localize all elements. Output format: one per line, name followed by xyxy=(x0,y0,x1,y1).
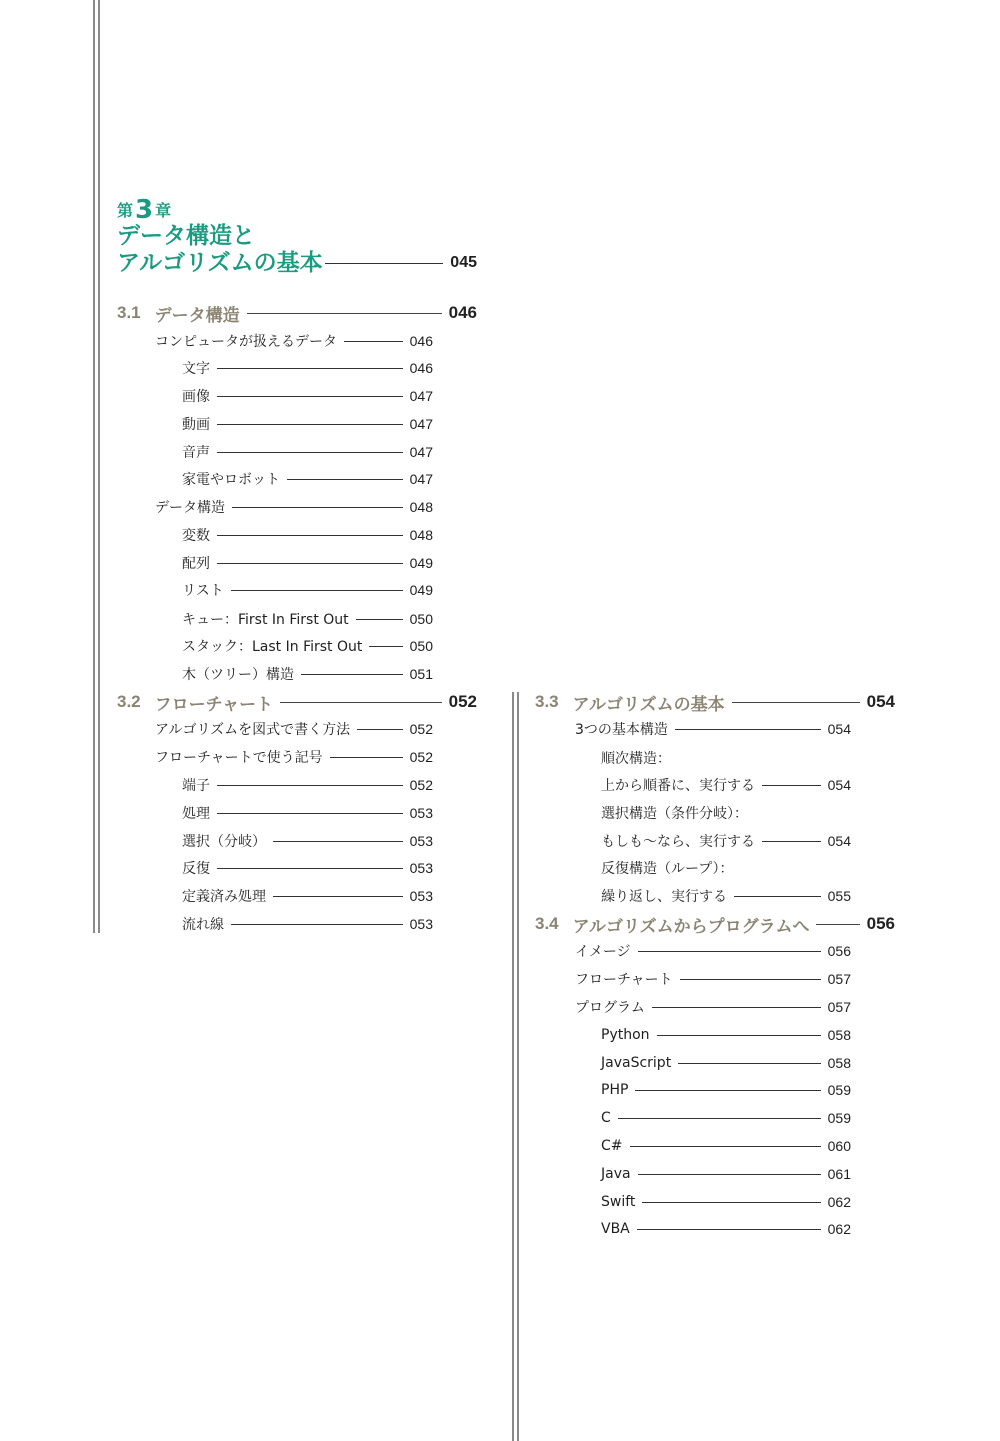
entry-page: 053 xyxy=(409,860,433,876)
entry-page: 053 xyxy=(409,833,433,849)
entry-label: 配列 xyxy=(182,556,210,572)
chapter-page: 045 xyxy=(450,254,477,271)
leader-dots xyxy=(369,646,402,647)
chapter-number: 3 xyxy=(135,195,154,225)
section-title: アルゴリズムの基本 xyxy=(572,694,725,715)
entry-page: 047 xyxy=(409,388,433,404)
entry-page: 046 xyxy=(409,333,433,349)
entry-label: VBA xyxy=(601,1221,630,1237)
entry-label: 音声 xyxy=(182,445,210,461)
chapter-title-row[interactable] xyxy=(117,249,477,277)
toc-entry[interactable] xyxy=(182,799,433,827)
leader-dots xyxy=(816,924,859,925)
toc-entry[interactable] xyxy=(182,410,433,438)
leader-dots xyxy=(344,341,403,342)
leader-dots xyxy=(762,841,821,842)
toc-entry[interactable] xyxy=(182,605,433,633)
entry-page: 052 xyxy=(409,721,433,737)
leader-dots xyxy=(638,1174,821,1175)
entry-page: 056 xyxy=(827,943,851,959)
leader-dots xyxy=(217,396,403,397)
entry-page: 048 xyxy=(409,527,433,543)
entry-label: 画像 xyxy=(182,389,210,405)
leader-dots xyxy=(734,896,821,897)
entry-page: 057 xyxy=(827,971,851,987)
toc-entry[interactable] xyxy=(182,771,433,799)
entry-page: 062 xyxy=(827,1194,851,1210)
entry-label: C xyxy=(601,1110,611,1126)
entry-label: 順次構造： xyxy=(601,751,671,767)
entry-page: 059 xyxy=(827,1110,851,1126)
chapter-title-line2: アルゴリズムの基本 xyxy=(117,250,323,276)
toc-subheading xyxy=(601,854,733,882)
toc-entry[interactable] xyxy=(182,882,433,910)
chapter-label xyxy=(117,196,171,225)
entry-label: 選択構造（条件分岐）： xyxy=(601,806,748,822)
section-3-1[interactable] xyxy=(117,299,477,327)
entry-label: アルゴリズムを図式で書く方法 xyxy=(155,722,351,738)
entry-page: 055 xyxy=(827,888,851,904)
entry-label: キュー：First In First Out xyxy=(182,612,349,628)
leader-dots xyxy=(217,868,403,869)
entry-label: C# xyxy=(601,1138,623,1154)
entry-page: 053 xyxy=(409,805,433,821)
entry-label: データ構造 xyxy=(155,500,225,516)
leader-dots xyxy=(217,535,403,536)
entry-page: 050 xyxy=(409,638,433,654)
section-title: フローチャート xyxy=(154,694,274,715)
toc-subheading xyxy=(601,744,671,772)
section-page: 052 xyxy=(448,692,477,711)
entry-label: 選択（分岐） xyxy=(182,834,266,850)
toc-entry[interactable] xyxy=(601,1104,851,1132)
section-3-3[interactable] xyxy=(535,688,895,716)
entry-label: Python xyxy=(601,1027,650,1043)
leader-dots xyxy=(675,729,821,730)
toc-entry[interactable] xyxy=(601,1021,851,1049)
leader-dots xyxy=(680,979,821,980)
toc-entry[interactable] xyxy=(182,465,433,493)
leader-dots xyxy=(642,1202,820,1203)
toc-entry[interactable] xyxy=(601,1076,851,1104)
entry-label: 木（ツリー）構造 xyxy=(182,667,294,683)
entry-label: 流れ線 xyxy=(182,917,224,933)
entry-label: もしも〜なら、実行する xyxy=(601,834,755,850)
toc-entry[interactable] xyxy=(601,827,851,855)
toc-entry[interactable] xyxy=(601,1188,851,1216)
entry-label: JavaScript xyxy=(601,1055,672,1071)
entry-label: イメージ xyxy=(575,944,631,960)
leader-dots xyxy=(630,1146,821,1147)
entry-page: 054 xyxy=(827,833,851,849)
section-number: 3.3 xyxy=(535,692,559,711)
toc-entry[interactable] xyxy=(155,715,433,743)
entry-label: 反復構造（ループ）： xyxy=(601,861,734,877)
section-title: アルゴリズムからプログラムへ xyxy=(572,916,810,937)
leader-dots xyxy=(637,1229,821,1230)
section-page: 056 xyxy=(866,914,895,933)
entry-page: 051 xyxy=(409,666,433,682)
entry-page: 058 xyxy=(827,1027,851,1043)
toc-entry[interactable] xyxy=(601,771,851,799)
toc-entry[interactable] xyxy=(601,1215,851,1243)
entry-page: 059 xyxy=(827,1082,851,1098)
toc-entry[interactable] xyxy=(601,882,851,910)
chapter-prefix: 第 xyxy=(117,201,134,220)
entry-page: 054 xyxy=(827,721,851,737)
toc-entry[interactable] xyxy=(601,1160,851,1188)
entry-label: スタック：Last In First Out xyxy=(182,639,363,655)
entry-label: 繰り返し、実行する xyxy=(601,889,727,905)
section-3-2[interactable] xyxy=(117,688,477,716)
entry-label: 端子 xyxy=(182,778,210,794)
toc-entry[interactable] xyxy=(182,827,433,855)
leader-dots xyxy=(217,424,403,425)
entry-label: プログラム xyxy=(575,1000,645,1016)
toc-entry[interactable] xyxy=(182,354,433,382)
entry-label: フローチャートで使う記号 xyxy=(155,750,323,766)
entry-label: 動画 xyxy=(182,417,210,433)
leader-dots xyxy=(678,1063,820,1064)
leader-dots xyxy=(638,951,821,952)
toc-subheading xyxy=(601,799,748,827)
left-margin-rule-inner xyxy=(98,0,100,933)
leader-dots xyxy=(280,702,441,703)
entry-label: Java xyxy=(601,1166,631,1182)
toc-entry[interactable] xyxy=(575,993,851,1021)
toc-entry[interactable] xyxy=(575,965,851,993)
toc-entry[interactable] xyxy=(182,910,433,938)
leader-dots xyxy=(762,785,821,786)
entry-page: 054 xyxy=(827,777,851,793)
toc-entry[interactable] xyxy=(182,576,433,604)
column-divider-rule-inner xyxy=(517,692,519,1441)
leader-dots xyxy=(217,813,403,814)
entry-label: 上から順番に、実行する xyxy=(601,778,755,794)
leader-dots xyxy=(301,674,403,675)
leader-dots xyxy=(287,479,403,480)
section-3-4[interactable] xyxy=(535,910,895,938)
entry-page: 050 xyxy=(409,611,433,627)
section-page: 046 xyxy=(448,303,477,322)
entry-label: 3つの基本構造 xyxy=(575,722,668,738)
leader-dots xyxy=(356,619,403,620)
toc-entry[interactable] xyxy=(155,327,433,355)
leader-dots xyxy=(635,1090,820,1091)
entry-label: 処理 xyxy=(182,806,210,822)
entry-page: 047 xyxy=(409,471,433,487)
column-divider-rule xyxy=(512,692,514,1441)
leader-dots xyxy=(231,590,403,591)
entry-label: 反復 xyxy=(182,861,210,877)
entry-page: 047 xyxy=(409,444,433,460)
entry-page: 060 xyxy=(827,1138,851,1154)
leader-dots xyxy=(330,757,403,758)
leader-dots xyxy=(217,368,403,369)
leader-dots xyxy=(652,1007,821,1008)
leader-dots xyxy=(732,702,860,703)
toc-entry[interactable] xyxy=(182,382,433,410)
toc-entry[interactable] xyxy=(182,632,433,660)
entry-label: 家電やロボット xyxy=(182,472,280,488)
section-number: 3.2 xyxy=(117,692,141,711)
toc-entry[interactable] xyxy=(182,521,433,549)
toc-entry[interactable] xyxy=(155,743,433,771)
leader-dots xyxy=(273,896,403,897)
entry-page: 057 xyxy=(827,999,851,1015)
entry-label: PHP xyxy=(601,1082,629,1098)
left-margin-rule xyxy=(93,0,95,933)
entry-page: 048 xyxy=(409,499,433,515)
entry-label: 文字 xyxy=(182,361,210,377)
toc-entry[interactable] xyxy=(182,549,433,577)
chapter-suffix: 章 xyxy=(155,201,172,220)
entry-label: コンピュータが扱えるデータ xyxy=(155,334,337,350)
leader-dots xyxy=(657,1035,821,1036)
leader-dots xyxy=(247,313,442,314)
section-title: データ構造 xyxy=(154,305,240,326)
leader-dots xyxy=(357,729,402,730)
entry-label: リスト xyxy=(182,583,224,599)
toc-entry[interactable] xyxy=(575,715,851,743)
section-number: 3.4 xyxy=(535,914,559,933)
entry-page: 062 xyxy=(827,1221,851,1237)
entry-page: 052 xyxy=(409,777,433,793)
leader-dots xyxy=(217,452,403,453)
leader-dots xyxy=(618,1118,821,1119)
entry-page: 049 xyxy=(409,555,433,571)
leader-dots xyxy=(231,924,403,925)
leader-dots xyxy=(232,507,403,508)
toc-entry[interactable] xyxy=(155,493,433,521)
leader-dots xyxy=(217,563,403,564)
toc-entry[interactable] xyxy=(601,1049,851,1077)
toc-entry[interactable] xyxy=(601,1132,851,1160)
entry-page: 061 xyxy=(827,1166,851,1182)
chapter-title-line1: データ構造と xyxy=(117,223,255,249)
toc-entry[interactable] xyxy=(575,937,851,965)
leader-dots xyxy=(325,263,444,264)
toc-entry[interactable] xyxy=(182,854,433,882)
toc-entry[interactable] xyxy=(182,660,433,688)
entry-page: 046 xyxy=(409,360,433,376)
toc-entry[interactable] xyxy=(182,438,433,466)
entry-page: 047 xyxy=(409,416,433,432)
entry-page: 049 xyxy=(409,582,433,598)
entry-page: 052 xyxy=(409,749,433,765)
entry-page: 053 xyxy=(409,888,433,904)
entry-label: Swift xyxy=(601,1194,636,1210)
section-number: 3.1 xyxy=(117,303,141,322)
section-page: 054 xyxy=(866,692,895,711)
entry-label: 変数 xyxy=(182,528,210,544)
leader-dots xyxy=(217,785,403,786)
entry-label: フローチャート xyxy=(575,972,673,988)
entry-label: 定義済み処理 xyxy=(182,889,266,905)
entry-page: 058 xyxy=(827,1055,851,1071)
entry-page: 053 xyxy=(409,916,433,932)
leader-dots xyxy=(273,841,403,842)
